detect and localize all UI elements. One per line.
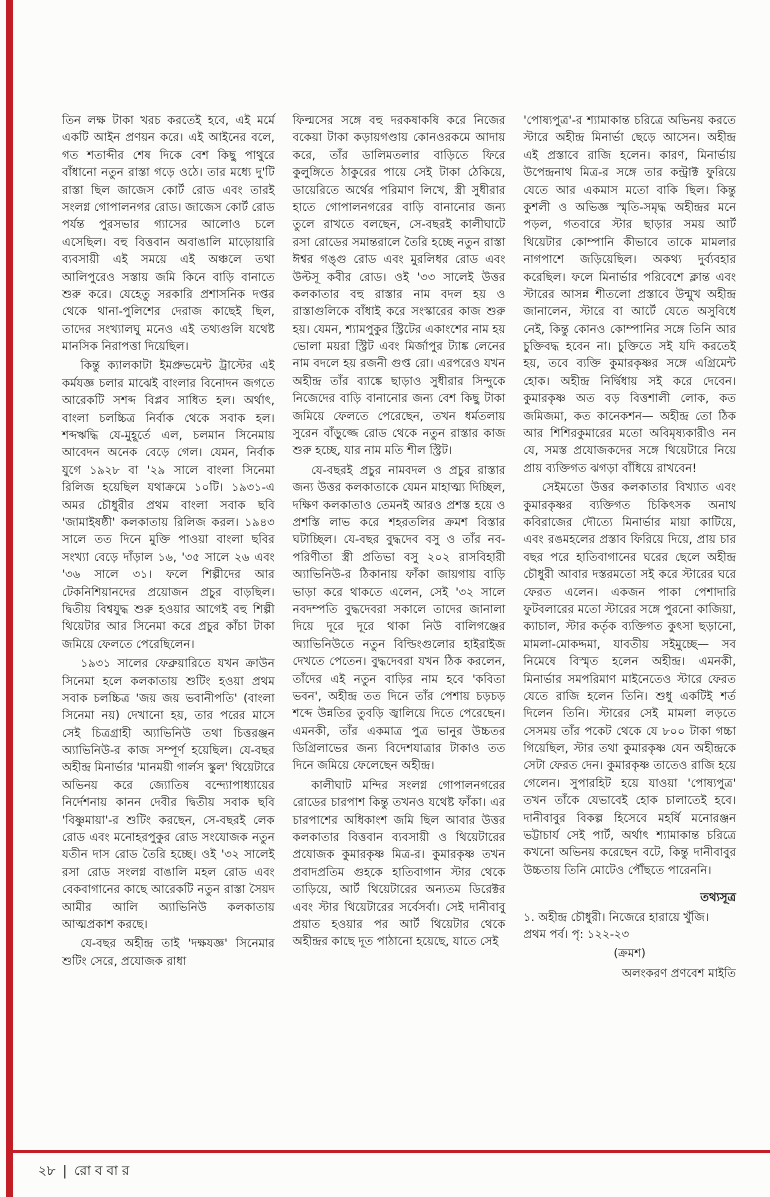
paragraph: সেইমতো উত্তর কলকাতার বিখ্যাত এবং কুমারকৃষ্ণর ব্যক্তিগত চিকিৎসক অনাথ কবিরাজের দৌত্যে মিনার্ভার মায়া কাটিয়ে, এবং রঙমহলের প্রস্তাব ফিরিয়ে দিয়ে, প্রায় চার বছর পরে হাতিবাগানের ঘরের ছেলে অহীন্দ্র চৌধুরী আবার দস্তরমতো সই করে স্টারের ঘরে ফেরত এলেন। একজন পাকা পেশাদারি ফুটবলারের মতো স্টারের সঙ্গে পুরনো কাজিয়া, ক্যাচাল, স্টার কর্তৃক ব্যক্তিগত কুৎসা ছড়ানো, মামলা-মোকদ্দমা, যাবতীয় সইমুচ্ছে— সব নিমেষে বিস্মৃত হলেন অহীন্দ্র। এমনকী, মিনার্ভার সমপরিমাণ মাইনেতেও স্টারে ফেরত যেতে রাজি হলেন তিনি। শুধু একটিই শর্ত দিলেন তিনি। স্টারের সেই মামলা লড়তে সেসময় তাঁর পকেট থেকে যে ৮০০ টাকা গচ্চা গিয়েছিল, স্টার তথা কুমারকৃষ্ণ যেন অহীন্দ্রকে সেটা ফেরত দেন। কুমারকৃষ্ণ তাতেও রাজি হয়ে গেলেন। সুপারহিট হয়ে যাওয়া 'পোষ্যপুত্র' তখন তাঁকে যেভাবেই হোক চালাতেই হবে। দানীবাবুর বিকল্প হিসেবে মহর্ষি মনোরঞ্জন ভট্টাচার্য সেই পার্ট, অর্থাৎ শ্যামাকান্ত চরিত্রে কখনো অভিনয় করেছেন বটে, কিন্তু দানীবাবুর উচ্চতায় তিনি মোটেও পৌঁছতে পারেননি। xyxy=(523,480,737,877)
paragraph: যে-বছর অহীন্দ্র তাই 'দক্ষযজ্ঞ' সিনেমার শুটিং সেরে, প্রযোজক রাধা xyxy=(62,936,275,968)
footer-separator: | xyxy=(62,1163,68,1179)
article-column-2 xyxy=(293,112,506,1137)
article-column-1 xyxy=(62,112,275,1137)
footer-page-number: ২৮ xyxy=(38,1163,56,1179)
paragraph: যে-বছরই প্রচুর নামবদল ও প্রচুর রাস্তার জন্য উত্তর কলকাতাকে যেমন মাহাত্ম্য দিচ্ছিল, দক্ষিণ কলকাতাও তেমনই আরও প্রশস্ত হয়ে ও প্রশস্তি লাভ করে শহরতলির ক্রমশ বিস্তার ঘটাচ্ছিল। যে-বছর বুদ্ধদেব বসু ও তাঁর নব-পরিণীতা স্ত্রী প্রতিভা বসু ২০২ রাসবিহারী অ্যাভিনিউ-র ঠিকানায় ফাঁকা জায়গায় বাড়ি ভাড়া করে থাকতে এলেন, সেই '৩২ সালে নবদম্পতি বুদ্ধদেবরা সকালে তাদের জানালা দিয়ে দূরে দূরে থাকা নিউ বালিগঞ্জের অ্যাভিনিউতে নতুন বিল্ডিংগুলোর হাইরাইজ দেখতে পেতেন। বুদ্ধদেবরা যখন ঠিক করলেন, তাঁদের এই নতুন বাড়ির নাম হবে 'কবিতা ভবন', অহীন্দ্র তত দিনে তাঁর পেশায় চড়চড় শব্দে উন্নতির তুবড়ি জ্বালিয়ে দিতে পেরেছেন। এমনকী, তাঁর একমাত্র পুত্র ভানুর উচ্চতর ডিগ্রিলাভের জন্য বিদেশযাত্রার টাকাও তত দিনে জমিয়ে ফেলেছেন অহীন্দ্র। xyxy=(292,462,506,773)
continuation-marker: (ক্রমশ) xyxy=(613,946,646,961)
paragraph: ১৯৩১ সালের ফেব্রুয়ারিতে যখন ক্রাউন সিনেমা হলে কলকাতায় শুটিং হওয়া প্রথম সবাক চলচ্চিত্র 'জয় জয় ভবানীপতি' (বাংলা সিনেমা নয়) দেখানো হয়, তার পরের মাসে সেই চিত্রগ্রাহী অ্যাভিনিউ তথা চিত্তরঞ্জন অ্যাভিনিউ-র কাজ সম্পূর্ণ হয়েছিল। যে-বছর অহীন্দ্র মিনার্ভার 'মানময়ী গার্লস স্কুল' থিয়েটারে অভিনয় করে জ্যোতিষ বন্দ্যোপাধ্যায়ের নির্দেশনায় কানন দেবীর দ্বিতীয় সবাক ছবি 'বিষ্ণুমায়া'-র শুটিং করছেন, সে-বছরই লেক রোড এবং মনোহরপুকুর রোড সংযোজক নতুন যতীন দাস রোড তৈরি হচ্ছে। ওই '৩২ সালেই রসা রোড সংলগ্ন বাঙালি মহল রোড এবং বেকবাগানের কাছে আরেকটি নতুন রাস্তা সৈয়দ আমীর আলি অ্যাভিনিউ কলকাতায় আত্মপ্রকাশ করছে। xyxy=(62,656,275,931)
illustration-credit: অলংকরণ প্রণবেশ মাইতি xyxy=(621,965,737,980)
article-column-3 xyxy=(523,112,736,1137)
paragraph: তিন লক্ষ টাকা খরচ করতেই হবে, এই মর্মে একটি আইন প্রণয়ন করে। এই আইনের বলে, গত শতাব্দীর শেষ দিকে বেশ কিছু পাথুরে বাঁধানো নতুন রাস্তা গড়ে ওঠে। তার মধ্যে দু'টি রাস্তা ছিল জাজেস কোর্ট রোড এবং তারই সংলগ্ন গোপালনগর রোড। জাজেস কোর্ট রোড পর্যন্ত পুরসভার গ্যাসের আলোও চলে এসেছিল। বহু বিত্তবান অবাঙালি মাড়োয়ারি ব্যবসায়ী এই সময়ে এই অঞ্চলে তথা আলিপুরেও সস্তায় জমি কিনে বাড়ি বানাতে শুরু করে। যেহেতু সরকারি প্রশাসনিক দপ্তর থেকে থানা-পুলিশের দেরাজ কাছেই ছিল, তাদের সংখ্যালঘু মনেও এই তথ্যগুলি যথেষ্ট মানসিক নিরাপত্তা দিয়েছিল। xyxy=(62,113,275,354)
article-body xyxy=(62,112,736,1137)
footer xyxy=(38,1160,133,1183)
paragraph: কালীঘাট মন্দির সংলগ্ন গোপালনগরের রোডের চারপাশ কিন্তু তখনও যথেষ্ট ফাঁকা। এর চারপাশের অধিকাংশ জমি ছিল আবার উত্তর কলকাতার বিত্তবান ব্যবসায়ী ও থিয়েটারের প্রযোজক কুমারকৃষ্ণ মিত্র-র। কুমারকৃষ্ণ তখন প্রবাদপ্রতিম গুহকে হাতিবাগান স্টার থেকে তাড়িয়ে, আর্ট থিয়েটারের অন্যতম ডিরেক্টর এবং স্টার থিয়েটারের সর্বেসর্বা। সেই দানীবাবু প্রয়াত হওয়ার পর আর্ট থিয়েটার থেকে অহীন্দ্রর কাছে দূত পাঠানো হয়েছে, যাতে সেই xyxy=(292,777,506,949)
paragraph: কিন্তু ক্যালকাটা ইমপ্রুভমেন্ট ট্রাস্টের এই কর্মযজ্ঞ চলার মাঝেই বাংলার বিনোদন জগতে আরেকটি সশব্দ বিপ্লব সাধিত হল। অর্থাৎ, বাংলা চলচ্চিত্র নির্বাক থেকে সবাক হল। শব্দঋদ্ধি যে-মুহূর্তে এল, চলমান সিনেমায় আবেদন অনেক বেড়ে গেল। যেমন, নির্বাক যুগে ১৯২৮ বা '২৯ সালে বাংলা সিনেমা রিলিজ হয়েছিল যথাক্রমে ১০টি। ১৯৩১-এ অমর চৌধুরীর প্রথম বাংলা সবাক ছবি 'জামাইষষ্ঠী' কলকাতায় রিলিজ করল। ১৯৪৩ সালে তত দিনে মুক্তি পাওয়া বাংলা ছবির সংখ্যা বেড়ে দাঁড়াল ১৬, '৩৫ সালে ২৬ এবং '৩৬ সালে ৩১। ফলে শিল্পীদের আর টেকনিশিয়ানদের প্রয়োজন প্রচুর বাড়ছিল। দ্বিতীয় বিশ্বযুদ্ধ শুরু হওয়ার আগেই বহু শিল্পী থিয়েটার আর সিনেমা করে প্রচুর কাঁচা টাকা জমিয়ে ফেলতে পেরেছিলেন। xyxy=(62,358,275,651)
paragraph: 'পোষ্যপুত্র'-র শ্যামাকান্ত চরিত্রে অভিনয় করতে স্টারে অহীন্দ্র মিনার্ভা ছেড়ে আসেন। অহীন্দ্র এই প্রস্তাবে রাজি হলেন। কারণ, মিনার্ভায় উপেন্দ্রনাথ মিত্র-র সঙ্গে তার কন্ট্রাক্ট ফুরিয়ে যেতে আর একমাস মতো বাকি ছিল। কিন্তু কুশলী ও অভিজ্ঞ স্মৃতি-সমৃদ্ধ অহীন্দ্রর মনে পড়ল, গতবারে স্টার ছাড়ার সময় আর্ট থিয়েটার কোম্পানি কীভাবে তাকে মামলার নাগপাশে জড়িয়েছিল। অকথ্য দুর্ব্যবহার করেছিল। ফলে মিনার্ভার পরিবেশে ক্লান্ত এবং স্টারের আসন্ন শীতলো প্রস্তাবে উন্মুখ অহীন্দ্র জানালেন, স্টারে বা আর্টে যেতে অসুবিধে নেই, কিন্তু কোনও কোম্পানির সঙ্গে তিনি আর চুক্তিবদ্ধ হবেন না। চুক্তিতে সই যদি করতেই হয়, তবে ব্যক্তি কুমারকৃষ্ণর সঙ্গে এগ্রিমেন্ট হোক। অহীন্দ্র নির্দ্বিধায় সই করে দেবেন। কুমারকৃষ্ণ অত বড় বিত্তশালী লোক, কত জমিজমা, কত কানেকশন— অহীন্দ্র তো ঠিক আর শিশিরকুমারের মতো অবিমৃষ্যকারীও নন যে, সমস্ত প্রযোজকদের সঙ্গে থিয়েটারে নিয়ে প্রায় ব্যক্তিগত ঝগড়া বাঁধিয়ে রাখবেন! xyxy=(523,113,737,475)
reference-item: ১. অহীন্দ্র চৌধুরী। নিজেরে হারায়ে খুঁজি। xyxy=(523,909,709,924)
left-accent-bar xyxy=(6,0,13,1197)
references-heading: তথ্যসূত্র xyxy=(700,890,737,905)
paragraph: ফিল্মসের সঙ্গে বহু দরকষাকষি করে নিজের বকেয়া টাকা কড়ায়গণ্ডায় কোনওরকমে আদায় করে, তাঁর ডালিমতলার বাড়িতে ফিরে কুলুঙ্গিতে ঠাকুরের পায়ে সেই টাকা ঠেকিয়ে, ডায়েরিতে অর্থের পরিমাণ লিখে, স্ত্রী সুধীরার হাতে গোপালনগরের বাড়ি বানানোর জন্য তুলে রাখতে বলছেন, সে-বছরই কালীঘাটে রসা রোডের সমান্তরালে তৈরি হচ্ছে নতুন রাস্তা ঈশ্বর গঙ্গু রোড এবং মুরলিধর রোড এবং উল্টসূ কবীর রোড। ওই '৩৩ সালেই উত্তর কলকাতার বহু রাস্তার নাম বদল হয় ও রাস্তাগুলিকে বাঁধাই করে সংস্কারের কাজ শুরু হয়। যেমন, শ্যামপুকুর স্ট্রিটের একাংশের নাম হয় ভোলা ময়রা স্ট্রিট এবং মির্জাপুর ট্যাঙ্ক লেনের নাম বদলে হয় রজনী গুপ্ত রো। এরপরেও যখন অহীন্দ্র তাঁর ব্যাঙ্কে ছাড়াও সুধীরার সিন্দুকে নিজেদের বাড়ি বানানোর জন্য বেশ কিছু টাকা জমিয়ে ফেলতে পেরেছেন, তখন ধর্মতলায় সুরেন বাঁড়ুজ্জে রোড থেকে নতুন রাস্তার কাজ শুরু হচ্ছে, যার নাম মতি শীল স্ট্রিট। xyxy=(292,113,506,458)
references-block xyxy=(523,889,736,982)
bottom-rule xyxy=(6,1150,770,1153)
footer-magazine-name: রোববার xyxy=(74,1163,134,1179)
reference-item: প্রথম পর্ব। পৃ: ১২২-২৩ xyxy=(523,926,630,941)
